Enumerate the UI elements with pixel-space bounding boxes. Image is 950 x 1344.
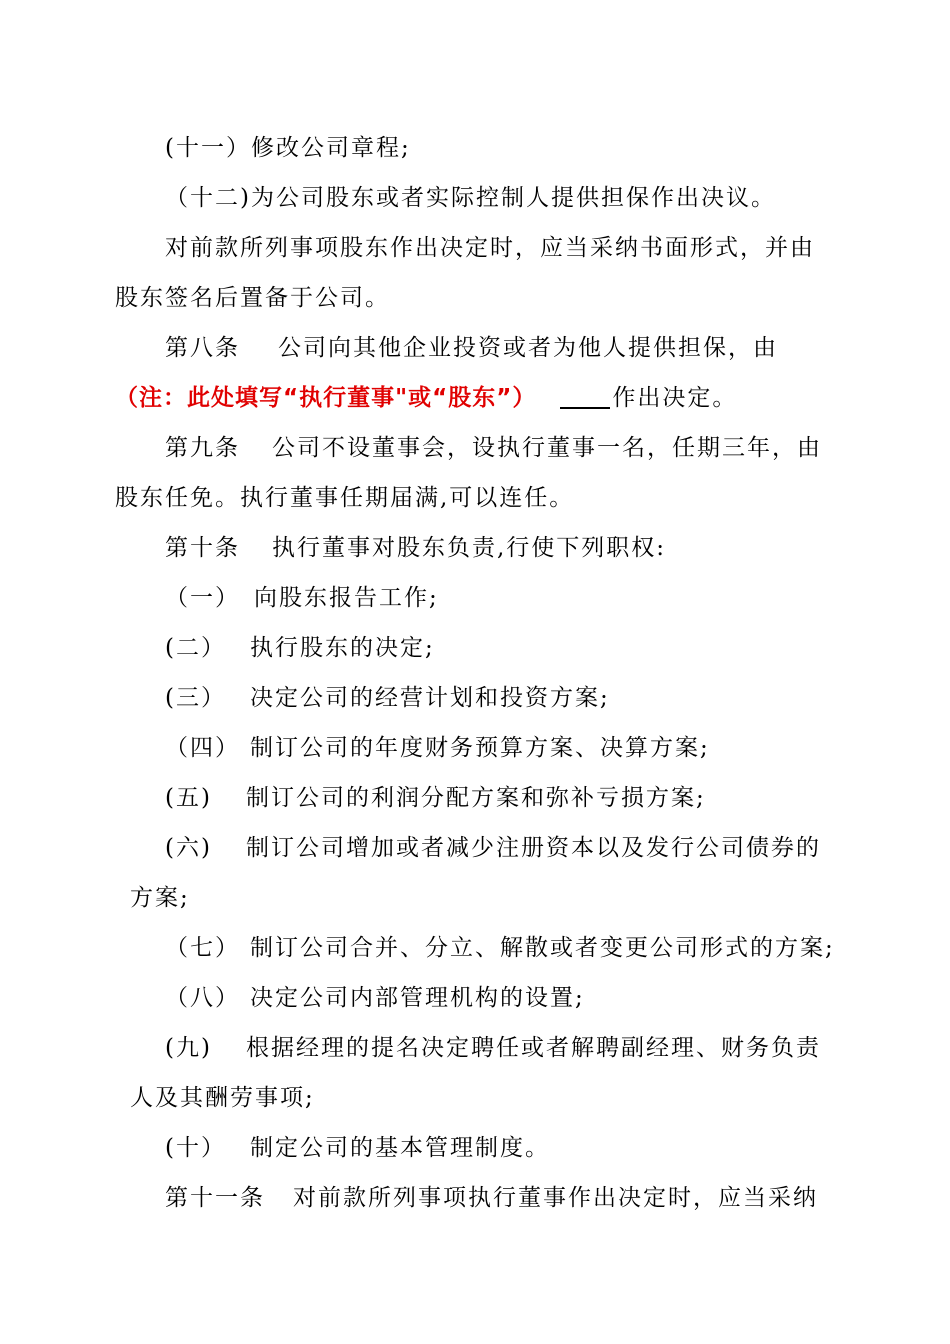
item-number: (二） [165,635,226,661]
article-label: 第十一条 [165,1185,265,1211]
line-text: 制订公司合并、分立、解散或者变更公司形式的方案; [250,935,835,961]
line-text: (十一）修改公司章程; [165,135,411,161]
article-label: 第十条 [165,535,240,561]
line-text: （十二)为公司股东或者实际控制人提供担保作出决议。 [165,185,776,211]
line-text: 决定公司内部管理机构的设置; [250,985,585,1011]
article-label: 第九条 [165,435,240,461]
line-text: 根据经理的提名决定聘任或者解聘副经理、财务负责 [245,1035,821,1061]
article-8-note-line [115,383,737,413]
duty-item-2 [165,633,435,663]
line-text: 公司不设董事会，设执行董事一名，任期三年，由 [272,435,822,461]
line-text: 股东任免。执行董事任期届满,可以连任。 [115,485,575,511]
line-text: 对前款所列事项股东作出决定时，应当采纳书面形式，并由 [165,235,815,261]
fill-in-blank[interactable] [560,385,610,409]
line-text: 执行董事对股东负责,行使下列职权: [272,535,667,561]
paragraph-line [115,483,574,513]
line-text: 作出决定。 [612,385,738,411]
line-text: 制定公司的基本管理制度。 [249,1135,550,1161]
item-number: (十） [165,1135,226,1161]
article-8 [165,333,778,363]
paragraph-line [115,283,390,313]
duty-item-5 [165,783,706,813]
duty-item-10 [165,1133,550,1163]
duty-item-1 [165,583,439,613]
line-text: 公司向其他企业投资或者为他人提供担保，由 [278,335,778,361]
article-10 [165,533,666,563]
line-text: 股东签名后置备于公司。 [115,285,390,311]
line-text: 向股东报告工作; [254,585,439,611]
paragraph-line [130,883,190,913]
fill-in-note: （注：此处填写“执行董事"或“股东”） [115,385,537,411]
paragraph-line [130,1083,315,1113]
line-text: 制订公司的年度财务预算方案、决算方案; [250,735,710,761]
article-11 [165,1183,818,1213]
clause-item-12 [165,183,776,213]
clause-item-11 [165,133,411,163]
duty-item-6 [165,833,821,863]
duty-item-4 [165,733,710,763]
line-text: 方案; [130,885,190,911]
item-number: (六) [165,835,212,861]
item-number: （四） [165,735,240,761]
item-number: (三） [165,685,226,711]
line-text: 制订公司的利润分配方案和弥补亏损方案; [245,785,706,811]
line-text: 执行股东的决定; [249,635,435,661]
duty-item-9 [165,1033,821,1063]
item-number: （八） [165,985,240,1011]
item-number: (五) [165,785,212,811]
item-number: （一） [165,585,240,611]
duty-item-8 [165,983,585,1013]
item-number: （七） [165,935,240,961]
duty-item-3 [165,683,610,713]
item-number: (九) [165,1035,212,1061]
duty-item-7 [165,933,835,963]
line-text: 决定公司的经营计划和投资方案; [249,685,610,711]
article-9 [165,433,822,463]
line-text: 对前款所列事项执行董事作出决定时，应当采纳 [293,1185,818,1211]
paragraph-line [165,233,815,263]
line-text: 制订公司增加或者减少注册资本以及发行公司债券的 [245,835,821,861]
article-label: 第八条 [165,335,240,361]
line-text: 人及其酬劳事项; [130,1085,315,1111]
